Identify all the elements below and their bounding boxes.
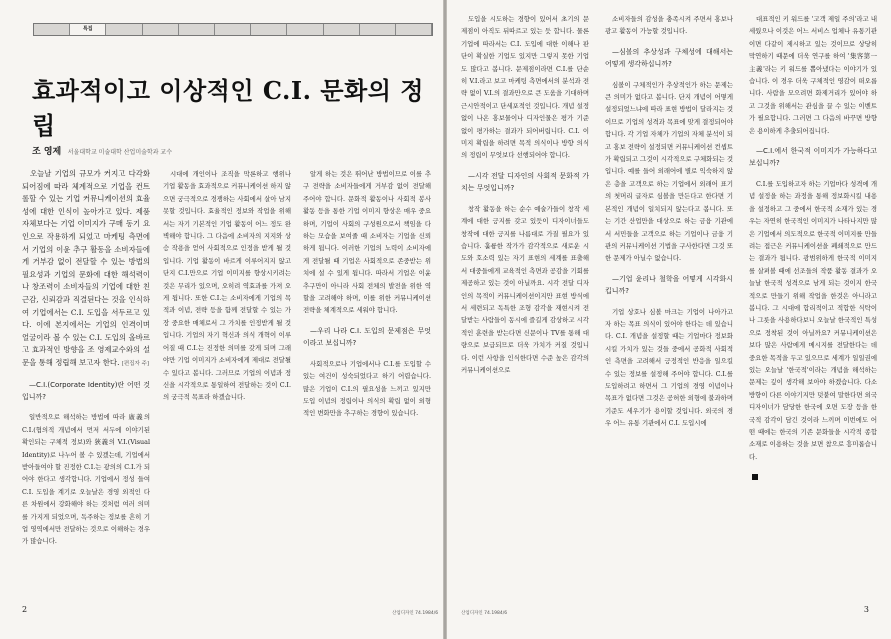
section-tab (396, 24, 432, 35)
section-tab (215, 24, 251, 35)
body-paragraph: 소비자들의 감성을 충족시켜 주면서 홍보나 광고 활동이 가능할 것입니다. (605, 15, 733, 36)
right-column-2 (605, 13, 733, 438)
left-column-1 (22, 168, 150, 556)
section-tab (360, 24, 396, 35)
body-paragraph: 도입을 시도하는 경향이 있어서 초기의 문제점이 아직도 뒤따르고 있는 듯 합니다. 물론 기업에 따라서는 C.I. 도입에 대한 이해나 판단이 확실한 기업도 있지만 그렇지 못한 기업도 많다고 봅니다. 문제점이라면 C.I.를 단순히 V.I.라고 보고 마케팅 측면에서의 분석과 전략 없이 V.I.의 결과만으로 큰 도움을 기대하며 근시안적이고 단세포적인 것입니다. 개념 설정 없이 나온 홍보물이나 디자인물은 평가 기준 없이 평가하는 결과가 되어버립니다. C.I. 이미지 확립을 하려면 목적 의식이나 방향 의식의 정립이 무엇보다 선행되어야 합니다. (461, 15, 589, 160)
left-column-2 (163, 168, 291, 412)
body-paragraph: 창작 활동을 하는 순수 예술가들이 창작 세계에 대한 긍지를 갖고 있듯이 디자이너들도 창작에 대한 긍지를 나름대로 가질 필요가 있습니다. 훌륭한 작가가 감각적으로 새로운 시도와 호소력 있는 자기 표현의 세계를 표출해서 대중들에게 교육적인 측면과 공감을 기회를 제공하고 있는 것이 아닐까요. 시각 전달 디자인의 목적이 커뮤니케이션이지만 표현 방식에서 세련되고 독특한 조형 감각을 재현시켜 전달받는 사람들이 동시에 즐길게 감상하고 시각적인 훈련을 받는다면 신문이나 TV를 통해 대량으로 보급되므로 더욱 가치가 커질 것입니다. 이런 사항을 인식한다면 수준 높은 감각의 커뮤니케이션으로 (461, 204, 589, 374)
page-number: 3 (863, 605, 869, 614)
interview-question: —C.I.(Corporate Identity)란 어떤 것입니까? (22, 380, 150, 401)
body-paragraph: 대표적인 키 워드를 '고객 제일 주의'라고 내세웠으나 이것은 어느 서비스 업체나 유통기관이면 다같이 제시하고 있는 것이므로 상당히 막연하기 때문에 더욱 연구를 하여 '集客第一主義'라는 키 워드를 뽑아냈다는 이야기가 있습니다. 이 경우 더욱 구체적인 영감이 떠오릅니다. 사람을 모으려면 화제거리가 있어야 하고 그것을 위해서는 관심을 끌 수 있는 이벤트가 필요합니다. 그러면 그 다음의 바꾸면 방향은 용이하게 추출되어집니다. (749, 15, 877, 135)
body-paragraph: 기업 상호나 심볼 마크는 기업이 나아가고자 하는 목표 의식이 있어야 한다는 데 있습니다. C.I. 개념을 설정할 때는 기업마다 정보화시킬 가치가 있는 것들 중에서 공화적 사회적인 측면을 고려해서 긍정적인 반응을 일으킬 수 있는 정보를 설정해 주어야 합니다. C.I.를 도입하려고 하면서 그 기업의 경영 이념이나 목표가 없다면 그것은 공허한 외형에 불과하며 기준도 세우기가 용이할 것입니다. 외국의 경우 어느 유통 기관에서 C.I. 도입시에 (605, 307, 733, 428)
body-paragraph: 알게 하는 것은 뛰어난 방법이므로 이를 추구 전략을 소비자들에게 거부감 없이 전달해 주어야 합니다. 문화적 활동이나 사회적 봉사 활동 등을 통한 기업 이미지 향상은 매우 중요하며, 기업이 사회의 구성원으로서 책임을 다하는 모습을 보여줄 때 소비자는 기업을 신뢰하게 됩니다. 이러한 기업의 노력이 소비자에게 전달될 때 기업은 사회적으로 존중받는 위치에 설 수 있게 됩니다. 따라서 기업은 이윤 추구만이 아니라 사회 전체의 발전을 위한 역할을 고려해야 하며, 이를 위한 커뮤니케이션 전략을 체계적으로 세워야 합니다. (303, 170, 431, 315)
interview-question: —심볼의 추상성과 구체성에 대해서는 어떻게 생각하십니까? (605, 47, 733, 69)
section-tab (143, 24, 179, 35)
section-tab (251, 24, 287, 35)
page-footer: 산업디자인 74.1984/6 (461, 611, 508, 616)
interview-question: —우리 나라 C.I. 도입의 문제점은 무엇이라고 보십니까? (303, 326, 431, 348)
section-tab (287, 24, 323, 35)
right-column-3 (749, 13, 877, 484)
section-tab (34, 24, 70, 35)
end-mark (752, 474, 758, 480)
right-column-1 (461, 13, 589, 384)
article-intro (22, 168, 150, 371)
body-paragraph: 시대에 개인이나 조직을 막론하고 행위나 기업 활동을 효과적으로 커뮤니케이션 하지 않으면 궁극적으로 경쟁하는 사회에서 살아 남지 못할 것입니다. 효율적인 정보와 작업을 위해서는 자기 기본적인 기업 활동이 어느 정도 완벽해야 합니다. 그 다음에 소비자의 지지와 상승 작용을 얻어 사회적으로 인정을 받게 될 것입니다. 기업 활동이 바르게 이루어지지 않고 단지 C.I.만으로 기업 이미지를 향상시키려는 것은 무리가 있으며, 오히려 역효과를 가져 오게 됩니다. 또한 C.I.는 소비자에게 기업의 목적과 이념, 전략 등을 함께 전달할 수 있는 가장 중요한 매체로서 그 가치를 인정받게 될 것입니다. 기업의 자기 혁신과 의식 개혁이 이루어질 때 C.I.는 진정한 의미를 갖게 되며 그래야만 기업 이미지가 소비자에게 제대로 전달될 수 있다고 봅니다. 그러므로 기업의 이념과 정신을 시각적으로 통일하여 전달하는 것이 C.I.의 궁극적 목표라 하겠습니다. (163, 170, 291, 402)
right-page (447, 0, 891, 639)
interview-question: —기업 윤리나 철학을 어떻게 시각화시킵니까? (605, 274, 733, 296)
section-tab (179, 24, 215, 35)
section-tab (324, 24, 360, 35)
page-footer: 산업디자인 74.1984/6 (392, 611, 439, 616)
section-tab: 특집 (70, 24, 106, 35)
page-number: 2 (22, 605, 28, 614)
author-affiliation: 서울대학교 미술대학 산업미술학과 교수 (67, 149, 173, 156)
author-name: 조 영제 (32, 147, 62, 157)
author-byline (32, 144, 172, 157)
body-paragraph: 사회적으로나 기업에서나 C.I.를 도입할 수 있는 여건이 성숙되었다고 하기 어렵습니다. 많은 기업이 C.I.의 필요성을 느끼고 있지만 도입 이념의 정립이나 의식의 확립 없이 외형적인 변화만을 추구하는 경향이 있습니다. (303, 359, 431, 418)
body-paragraph: 일반적으로 해석하는 방법에 따라 廣義의 C.I.(협의적 개념에서 먼저 서두에 이야기된 확인되는 구체적 정보)와 狹義의 V.I.(Visual Identity)로 나누어 볼 수 있겠는데, 기업에서 받아들여야 할 진정한 C.I.는 광의의 C.I.가 되어야 한다고 생각합니다. 기업에서 정성 들여 C.I. 도입을 계기로 오늘날은 경영 외적인 다른 차원에서 강화해야 하는 것처럼 여러 의미를 가지게 되었으며, 독주하는 정보를 흔히 기업 영역에서만 전달하는 것으로 이해하는 경우가 많습니다. (22, 413, 150, 546)
section-tab-bar (33, 23, 433, 36)
left-page (0, 0, 443, 639)
intro-text: 오늘날 기업의 규모가 커지고 다각화되어짐에 따라 체계적으로 기업을 컨트롤할 수 있는 기업 커뮤니케이션의 효율성에 대한 인식이 높아가고 있다. 제품 자체보다는 기업 이미지가 구매 동기 요인으로 작용하게 되었고 마케팅 측면에서 기업의 이윤 추구 활동을 소비자들에게 거부감 없이 전달할 수 있는 방법의 필요성과 기업의 문화에 대한 해석력이나 창조력이 소비자들의 기업에 대한 친근감, 신뢰감과 직결된다는 것을 인식하여 기업에서는 C.I. 도입을 서두르고 있다. 이에 본지에서는 기업의 인격이며 얼굴이라 볼 수 있는 C.I. 도입의 올바르고 효과적인 방향을 조 영제교수와의 설문을 통해 정립해 보고자 한다. (22, 169, 150, 367)
section-tab (106, 24, 142, 35)
article-title: 효과적이고 이상적인 C.I. 문화의 정립 (32, 76, 424, 140)
body-paragraph: C.I.를 도입하고자 하는 기업마다 성격에 개념 설정을 하는 과정을 통해 정보화시킬 내용을 설정하고 그 중에서 한국적 소재가 있는 경우는 자연히 한국적인 이미지가 나타나지만 많은 기업에서 의도적으로 한국적 이미지를 만들려는 접근은 커뮤니케이션을 폐쇄적으로 만드는 결과가 됩니다. 광범위하게 한국적 이미지를 살펴볼 때에 선조들의 작품 활동 결과가 오늘날 한국적 성격으로 남게 되는 것이지 한국적으로 만들기 위해 작업을 한것은 아니라고 봅니다. 그 시대에 합리적이고 적합한 식탁이나 그릇을 사용하다보니 오늘날 한국적인 특성으로 정착된 것이 아닐까요? 커뮤니케이션은 보다 많은 사람에게 메시지를 전달한다는 데 중요한 목적을 두고 있으므로 세계가 일일권에 있는 오늘날 '한국적'이라는 개념을 해석하는 문제는 깊이 생각해 보아야 하겠습니다. 다소 방향이 다른 이야기지만 덧붙여 말한다면 외국 디자이너가 담당한 한국에 오면 도장 등을 한국적 감각이 담긴 것이라 느끼며 이번에도 어떤 때에는 한국의 기존 문화들을 시각적 종합 소재로 이용하는 것을 보면 참으로 흥미롭습니다. (749, 179, 877, 461)
interview-question: —C.I.에서 한국적 이미지가 가능하다고 보십니까? (749, 147, 877, 168)
body-paragraph: 심볼이 구체적인가 추상적인가 하는 문제는 큰 의미가 없다고 봅니다. 단지 개념이 어떻게 설정되었느냐에 따라 표현 방법이 달라지는 것이므로 기업의 성격과 목표에 맞게 결정되어야 합니다. 각 기업 자체가 기업의 자체 분석이 되고 홍보 전략이 설정되면 커뮤니케이션 컨셉트가 확립되고 그것이 시각적으로 구체화되는 것입니다. 예를 들어 외래어에 별로 익숙하지 않은 층을 고객으로 하는 기업에서 외래어 표기의 첫머리 글자로 심볼을 만든다고 한다면 기본적인 개념이 일치되지 않는다고 봅니다. 또는 기간 산업만을 대상으로 하는 금융 기관에서 서민들을 고객으로 하는 기업이나 금융 기관의 커뮤니케이션 기법을 구사한다면 그것 또한 문제가 아닐수 없습니다. (605, 80, 733, 263)
left-column-3 (303, 168, 431, 428)
interview-question: —시각 전달 디자인의 사회적 문화적 가치는 무엇입니까? (461, 171, 589, 193)
editor-note: [편집자 주] (121, 360, 150, 367)
